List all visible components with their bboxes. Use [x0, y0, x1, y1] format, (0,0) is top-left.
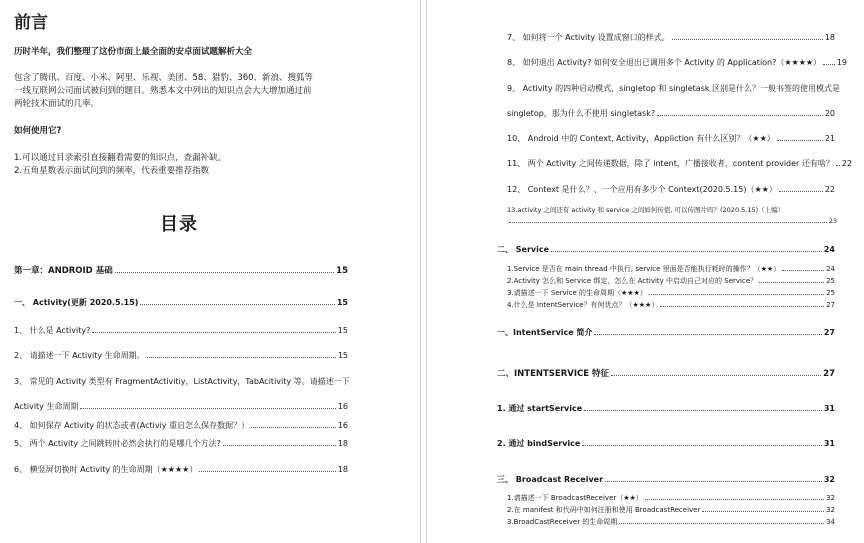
- toc-item[interactable]: [507, 493, 835, 503]
- toc-item[interactable]: [14, 420, 348, 431]
- toc-label: 二、INTENTSERVICE 特征: [497, 369, 610, 379]
- toc-item[interactable]: [14, 401, 348, 412]
- preface-title: 前言: [14, 13, 48, 33]
- toc-label: 11、 两个 Activity 之间传递数据，除了 intent，广播接收者，content provider 还有啥？: [507, 159, 834, 168]
- toc-page: 15: [337, 326, 348, 335]
- toc-page: 27: [823, 369, 835, 379]
- toc-item[interactable]: [507, 288, 835, 298]
- toc-page: 18: [824, 33, 835, 42]
- toc-label: 第一章：ANDROID 基础: [14, 266, 113, 276]
- toc-page: 32: [826, 494, 835, 502]
- toc-label: 一、IntentService 简介: [497, 328, 593, 337]
- toc-label: 7、 如何将一个 Activity 设置成窗口的样式。: [507, 33, 670, 42]
- toc-page: 34: [826, 518, 835, 526]
- toc-label: 1.Service 是否在 main thread 中执行, service 里面是否能执行耗时的操作？（★★）: [507, 265, 781, 273]
- toc-page: 24: [823, 245, 835, 254]
- toc-page: 23: [828, 217, 837, 225]
- toc-section-broadcast-receiver[interactable]: [497, 474, 835, 485]
- page-gutter: [420, 0, 427, 543]
- toc-item-line[interactable]: 9、 Activity 的四种启动模式，singletop 和 singletask 区别是什么？一般书签的使用模式是: [507, 84, 841, 93]
- toc-title: 目录: [160, 214, 198, 235]
- toc-label: 5、 两个 Activity 之间跳转时必然会执行的是哪几个方法?: [14, 439, 221, 448]
- toc-intentservice-brief[interactable]: [497, 327, 835, 338]
- right-page: [427, 0, 864, 543]
- toc-label: 1. 通过 startService: [497, 404, 583, 413]
- toc-item[interactable]: [507, 32, 835, 43]
- toc-page: 32: [826, 506, 835, 514]
- toc-page: 15: [337, 351, 348, 360]
- toc-page: 25: [826, 277, 835, 285]
- toc-label: Activity 生命周期: [14, 402, 79, 411]
- toc-section-service[interactable]: [497, 244, 835, 255]
- toc-item[interactable]: [507, 276, 835, 286]
- toc-label: 1、 什么是 Activity?: [14, 326, 91, 335]
- how-to-use-item-2: 2.五角星数表示面试问到的频率，代表重要推荐指数: [14, 166, 210, 176]
- toc-page: 22: [824, 185, 835, 194]
- preface-subtitle: 历时半年，我们整理了这份市面上最全面的安卓面试题解析大全: [14, 47, 253, 57]
- toc-item[interactable]: [507, 505, 835, 515]
- toc-item[interactable]: [507, 108, 835, 119]
- toc-item[interactable]: [507, 300, 835, 310]
- toc-page: 16: [337, 402, 348, 411]
- toc-item[interactable]: [507, 217, 837, 225]
- toc-page: 18: [337, 465, 348, 474]
- toc-label: singletop，那为什么不使用 singletask?: [507, 109, 656, 118]
- toc-item[interactable]: [14, 325, 348, 336]
- toc-label: 10、 Android 中的 Context, Activity，Appliction 有什么区别？（★★）: [507, 134, 775, 143]
- toc-label: 8、 如何退出 Activity? 如何安全退出已调用多个 Activity 的 Application?（★★★★）: [507, 58, 822, 67]
- toc-item-line[interactable]: 13.activity 之间还有 activity 和 service 之间如何传值, 可以传图片吗？(2020.5.15)（上编）: [507, 206, 785, 214]
- toc-item[interactable]: [507, 158, 853, 169]
- toc-item[interactable]: [14, 464, 348, 475]
- toc-label: 1.请描述一下 BroadcastReceiver（★★）: [507, 494, 643, 502]
- toc-page: 32: [823, 475, 835, 484]
- toc-chapter-android-basics[interactable]: [14, 264, 348, 276]
- toc-label: 三、 Broadcast Receiver: [497, 475, 604, 484]
- toc-item[interactable]: [507, 57, 847, 68]
- left-page: [0, 0, 420, 543]
- toc-label: 3.请描述一下 Service 的生命周期（★★★）: [507, 289, 647, 297]
- toc-item[interactable]: [507, 264, 835, 274]
- toc-page: 25: [826, 289, 835, 297]
- toc-bind-service[interactable]: [497, 438, 835, 449]
- toc-page: 24: [826, 265, 835, 273]
- toc-page: 19: [836, 58, 847, 67]
- toc-item[interactable]: [507, 133, 835, 144]
- toc-page: 31: [823, 439, 835, 448]
- how-to-use-title: 如何使用它?: [14, 126, 62, 136]
- toc-label: 二、 Service: [497, 245, 550, 254]
- toc-page: 15: [336, 298, 348, 307]
- toc-item-line[interactable]: 3、 常见的 Activity 类型有 FragmentActivitiy，ListActivity，TabAcitivity 等。请描述一下: [14, 377, 350, 386]
- toc-page: 18: [337, 439, 348, 448]
- toc-label: 2.Activity 怎么和 Service 绑定，怎么在 Activity 中启动自己对应的 Service？: [507, 277, 758, 285]
- toc-page: 27: [826, 301, 835, 309]
- toc-label: 2、 请描述一下 Activity 生命周期。: [14, 351, 145, 360]
- preface-paragraph-line-3: 两轮技术面试的几率。: [14, 99, 100, 109]
- toc-label: 12、 Context 是什么？、一个应用有多少个 Context(2020.5.15)（★★）: [507, 185, 777, 194]
- toc-label: 一、 Activity(更新 2020.5.15): [14, 298, 139, 307]
- preface-paragraph-line-1: 包含了腾讯、百度、小米、阿里、乐视、美团、58、猎豹、360、新浪、搜狐等: [14, 73, 314, 83]
- how-to-use-item-1: 1.可以通过目录索引直接翻看需要的知识点，查漏补缺。: [14, 153, 227, 163]
- toc-label: 2. 通过 bindService: [497, 439, 581, 448]
- toc-page: 22: [841, 159, 853, 168]
- toc-start-service[interactable]: [497, 403, 835, 414]
- toc-page: 15: [336, 266, 348, 276]
- toc-label: 6、 横竖屏切换时 Activity 的生命周期（★★★★）: [14, 465, 198, 474]
- toc-label: 2.在 manifest 和代码中如何注册和使用 BroadcastReceiver: [507, 506, 701, 514]
- preface-paragraph-line-2: 一线互联网公司面试被问到的题目。熟悉本文中列出的知识点会大大增加通过前: [14, 86, 312, 96]
- toc-page: 16: [337, 421, 348, 430]
- toc-chapter-intentservice-features[interactable]: [497, 367, 835, 379]
- toc-item[interactable]: [14, 350, 348, 361]
- toc-label: 4.什么是 IntentService？有何优点？（★★★）: [507, 301, 659, 309]
- toc-item[interactable]: [507, 517, 835, 527]
- toc-page: 27: [823, 328, 835, 337]
- toc-item[interactable]: [507, 184, 835, 195]
- toc-page: 21: [824, 134, 835, 143]
- toc-item[interactable]: [14, 438, 348, 449]
- toc-page: 20: [824, 109, 835, 118]
- toc-label: 3.BroadCastReceiver 的生命周期: [507, 518, 618, 526]
- toc-section-activity[interactable]: [14, 297, 348, 308]
- toc-label: 4、 如何保存 Activity 的状态或者(Activiy 重启怎么保存数据？）: [14, 421, 250, 430]
- toc-page: 31: [823, 404, 835, 413]
